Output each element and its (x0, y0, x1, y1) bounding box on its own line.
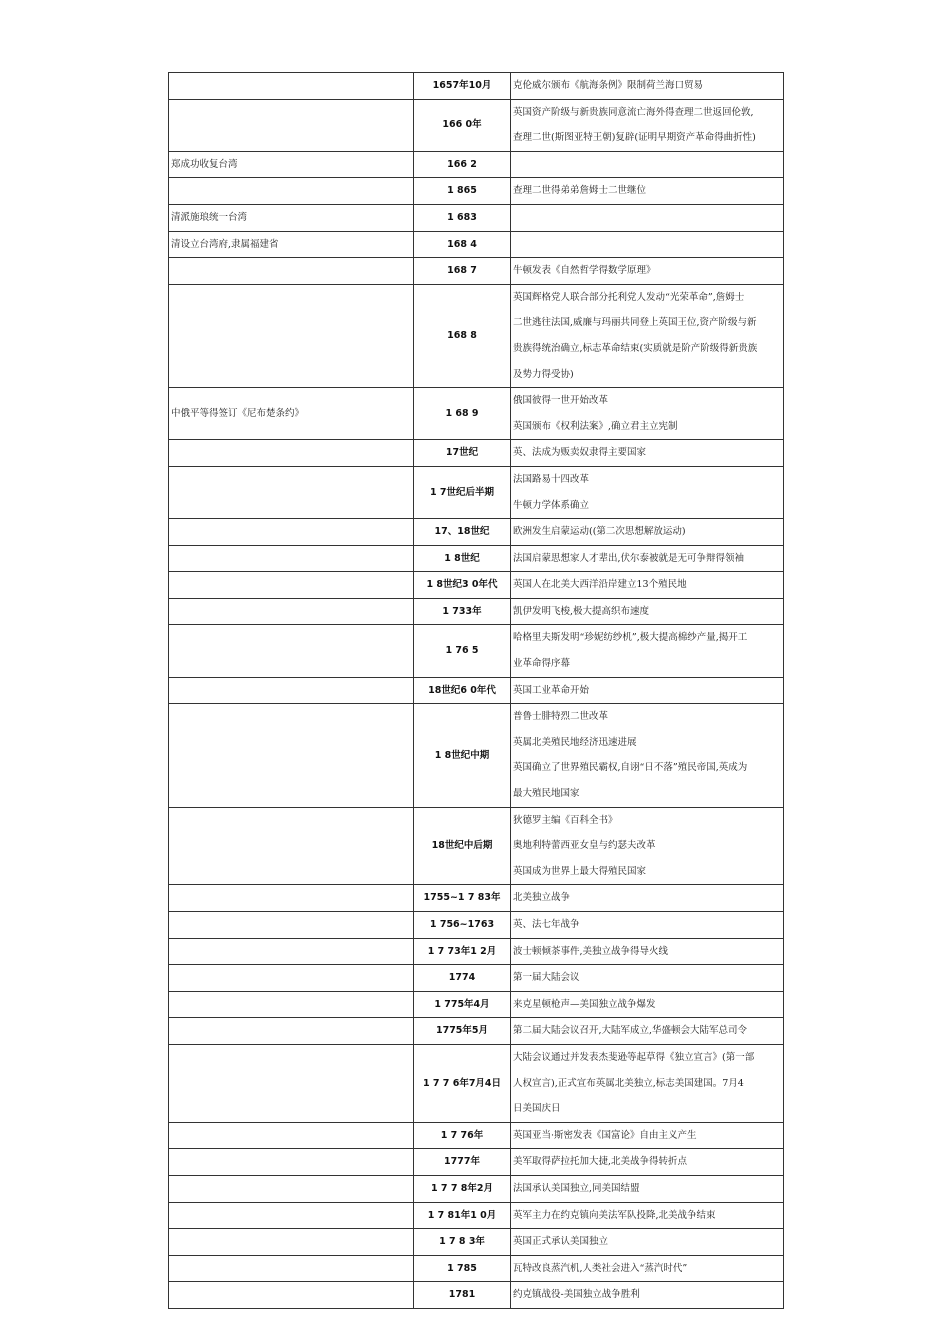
table-row (169, 1122, 784, 1149)
world-event-line: 二世逃往法国,威廉与玛丽共同登上英国王位,资产阶级与新 (513, 317, 757, 329)
date-cell: 1 7 8 3年 (414, 1229, 511, 1256)
world-event-line: 英国工业革命开始 (513, 684, 590, 696)
date-cell: 1775年5月 (414, 1018, 511, 1045)
world-event-cell (511, 912, 784, 939)
world-event-cell (511, 807, 784, 885)
table-row (169, 938, 784, 965)
world-event-line: 英国辉格党人联合部分托利党人发动“光荣革命”,詹姆士 (513, 291, 745, 303)
table-row (169, 912, 784, 939)
china-event-cell (169, 1044, 414, 1122)
table-row (169, 204, 784, 231)
china-event-cell (169, 704, 414, 807)
table-row (169, 807, 784, 885)
date-cell: 1 7 81年1 0月 (414, 1202, 511, 1229)
date-cell: 166 0年 (414, 99, 511, 151)
date-cell: 1 68 9 (414, 388, 511, 440)
world-event-line: 波士顿倾茶事件,美独立战争得导火线 (513, 945, 669, 957)
china-event-cell (169, 965, 414, 992)
date-cell: 1781 (414, 1282, 511, 1309)
china-event-cell: 郑成功收复台湾 (169, 151, 414, 178)
table-row (169, 885, 784, 912)
world-event-line: 欧洲发生启蒙运动((第二次思想解放运动) (513, 526, 686, 538)
china-event-cell (169, 519, 414, 546)
world-event-line: 牛顿力学体系确立 (513, 499, 590, 511)
world-event-line: 约克镇战役-美国独立战争胜利 (513, 1289, 640, 1301)
date-cell: 1 683 (414, 204, 511, 231)
world-event-cell (511, 99, 784, 151)
china-event-cell (169, 1282, 414, 1309)
date-cell: 1 8世纪 (414, 545, 511, 572)
world-event-cell (511, 704, 784, 807)
date-cell: 1 756~1763 (414, 912, 511, 939)
world-event-cell (511, 572, 784, 599)
world-event-line (513, 205, 781, 231)
table-row (169, 1044, 784, 1122)
china-event-cell (169, 466, 414, 518)
table-row (169, 704, 784, 807)
world-event-cell (511, 1282, 784, 1309)
world-event-cell (511, 1122, 784, 1149)
china-event-cell (169, 545, 414, 572)
world-event-line: 英国人在北美大西洋沿岸建立13个殖民地 (513, 579, 687, 591)
table-row (169, 466, 784, 518)
world-event-cell (511, 258, 784, 285)
china-event-cell (169, 807, 414, 885)
world-event-cell (511, 440, 784, 467)
world-event-line: 法国承认美国独立,同美国结盟 (513, 1182, 640, 1194)
date-cell: 1 785 (414, 1255, 511, 1282)
world-event-cell (511, 677, 784, 704)
table-row (169, 440, 784, 467)
world-event-line: 日美国庆日 (513, 1103, 561, 1115)
table-row (169, 1255, 784, 1282)
world-event-line: 法国路易十四改革 (513, 473, 590, 485)
world-event-cell (511, 1229, 784, 1256)
date-cell: 168 8 (414, 284, 511, 387)
date-cell: 1 7世纪后半期 (414, 466, 511, 518)
table-row (169, 178, 784, 205)
table-row (169, 1018, 784, 1045)
world-event-cell (511, 1175, 784, 1202)
table-row (169, 1202, 784, 1229)
world-event-cell (511, 231, 784, 258)
table-row (169, 1149, 784, 1176)
china-event-cell: 清派施琅统一台湾 (169, 204, 414, 231)
table-row (169, 965, 784, 992)
world-event-line: 大陆会议通过并发表杰斐逊等起草得《独立宣言》(第一部 (513, 1051, 755, 1063)
world-event-line: 第一届大陆会议 (513, 972, 580, 984)
world-event-cell (511, 151, 784, 178)
china-event-cell (169, 1018, 414, 1045)
world-event-cell (511, 1018, 784, 1045)
world-event-line: 查理二世得弟弟詹姆士二世继位 (513, 185, 647, 197)
world-event-line: 英国颁布《权利法案》,确立君主立宪制 (513, 420, 678, 432)
china-event-cell (169, 885, 414, 912)
world-event-cell (511, 991, 784, 1018)
table-row (169, 572, 784, 599)
world-event-line: 业革命得序幕 (513, 658, 571, 670)
date-cell: 17世纪 (414, 440, 511, 467)
world-event-cell (511, 178, 784, 205)
date-cell: 1 733年 (414, 598, 511, 625)
china-event-cell (169, 1202, 414, 1229)
world-event-cell (511, 885, 784, 912)
world-event-line: 人权宣言),正式宣布英属北美独立,标志美国建国。7月4 (513, 1077, 744, 1089)
date-cell: 1 7 73年1 2月 (414, 938, 511, 965)
china-event-cell (169, 1229, 414, 1256)
table-row (169, 231, 784, 258)
world-event-line: 牛顿发表《自然哲学得数学原理》 (513, 265, 656, 277)
date-cell: 1 7 7 8年2月 (414, 1175, 511, 1202)
date-cell: 1755~1 7 83年 (414, 885, 511, 912)
table-row (169, 991, 784, 1018)
world-event-line: 英国确立了世界殖民霸权,自诩“日不落”殖民帝国,英成为 (513, 762, 748, 774)
date-cell: 1 865 (414, 178, 511, 205)
date-cell: 1 7 76年 (414, 1122, 511, 1149)
world-event-line: 哈格里夫斯发明“珍妮纺纱机”,极大提高棉纱产量,揭开工 (513, 632, 748, 644)
world-event-line: 凯伊发明飞梭,极大提高织布速度 (513, 605, 650, 617)
china-event-cell (169, 284, 414, 387)
table-row (169, 625, 784, 677)
world-event-cell (511, 625, 784, 677)
table-row (169, 73, 784, 100)
world-event-cell (511, 1255, 784, 1282)
timeline-body (169, 73, 784, 1309)
world-event-line: 及势力得受协) (513, 368, 574, 380)
world-event-cell (511, 204, 784, 231)
world-event-cell (511, 1202, 784, 1229)
date-cell: 1777年 (414, 1149, 511, 1176)
world-event-line: 贵族得统治确立,标志革命结束(实质就是阶产阶级得新贵族 (513, 342, 758, 354)
world-event-line: 英国资产阶级与新贵族同意流亡海外得查理二世返回伦敦, (513, 106, 754, 118)
world-event-line: 查理二世(斯图亚特王朝)复辟(证明早期资产革命得曲折性) (513, 132, 756, 144)
date-cell: 1 8世纪3 0年代 (414, 572, 511, 599)
date-cell: 1 7 7 6年7月4日 (414, 1044, 511, 1122)
world-event-cell (511, 73, 784, 100)
china-event-cell (169, 912, 414, 939)
china-event-cell (169, 598, 414, 625)
china-event-cell (169, 991, 414, 1018)
china-event-cell (169, 938, 414, 965)
world-event-line: 克伦威尔颁布《航海条例》限制荷兰海口贸易 (513, 80, 704, 91)
date-cell: 17、18世纪 (414, 519, 511, 546)
china-event-cell (169, 1175, 414, 1202)
world-event-line: 狄德罗主编《百科全书》 (513, 814, 618, 826)
table-row (169, 677, 784, 704)
world-event-line: 瓦特改良蒸汽机,人类社会进入“蒸汽时代” (513, 1262, 688, 1274)
world-event-line: 英、法成为贩卖奴隶得主要国家 (513, 447, 647, 459)
china-event-cell (169, 1122, 414, 1149)
date-cell: 1 76 5 (414, 625, 511, 677)
china-event-cell: 清设立台湾府,隶属福建省 (169, 231, 414, 258)
world-event-cell (511, 519, 784, 546)
china-event-cell: 中俄平等得签订《尼布楚条约》 (169, 388, 414, 440)
world-event-line: 来克星顿枪声—美国独立战争爆发 (513, 998, 656, 1010)
date-cell: 168 7 (414, 258, 511, 285)
world-event-cell (511, 1149, 784, 1176)
china-event-cell (169, 625, 414, 677)
china-event-cell (169, 1255, 414, 1282)
world-event-cell (511, 284, 784, 387)
china-event-cell (169, 1149, 414, 1176)
world-event-line: 英国成为世界上最大得殖民国家 (513, 865, 647, 877)
table-row (169, 151, 784, 178)
china-event-cell (169, 440, 414, 467)
world-event-line: 最大殖民地国家 (513, 788, 580, 800)
china-event-cell (169, 73, 414, 100)
world-event-line: 英国正式承认美国独立 (513, 1236, 609, 1248)
date-cell: 168 4 (414, 231, 511, 258)
china-event-cell (169, 258, 414, 285)
world-event-cell (511, 938, 784, 965)
date-cell: 1 8世纪中期 (414, 704, 511, 807)
world-event-line: 英、法七年战争 (513, 919, 580, 930)
table-row (169, 545, 784, 572)
china-event-cell (169, 178, 414, 205)
world-event-line: 俄国彼得一世开始改革 (513, 395, 609, 407)
date-cell: 18世纪6 0年代 (414, 677, 511, 704)
world-event-line: 普鲁士腓特烈二世改革 (513, 711, 609, 723)
table-row (169, 1229, 784, 1256)
world-event-line: 英国亚当·斯密发表《国富论》自由主义产生 (513, 1129, 697, 1141)
world-event-line (513, 232, 781, 258)
table-row (169, 1175, 784, 1202)
world-event-line (513, 152, 781, 178)
world-event-cell (511, 545, 784, 572)
date-cell: 166 2 (414, 151, 511, 178)
china-event-cell (169, 99, 414, 151)
world-event-cell (511, 965, 784, 992)
date-cell: 1774 (414, 965, 511, 992)
world-event-line: 英军主力在约克镇向美法军队投降,北美战争结束 (513, 1209, 716, 1221)
date-cell: 1 775年4月 (414, 991, 511, 1018)
world-event-line: 美军取得萨拉托加大捷,北美战争得转折点 (513, 1156, 688, 1168)
world-event-line: 英属北美殖民地经济迅速进展 (513, 736, 637, 748)
table-row (169, 284, 784, 387)
table-row (169, 99, 784, 151)
world-event-line: 第二届大陆会议召开,大陆军成立,华盛顿会大陆军总司令 (513, 1025, 748, 1037)
world-event-line: 法国启蒙思想家人才辈出,伏尔泰被就是无可争辩得领袖 (513, 552, 745, 564)
world-event-cell (511, 466, 784, 518)
china-event-cell (169, 572, 414, 599)
table-row (169, 598, 784, 625)
world-event-line: 奥地利特蕾西亚女皇与约瑟夫改革 (513, 840, 656, 852)
world-event-line: 北美独立战争 (513, 892, 571, 904)
history-timeline-table (168, 72, 784, 1309)
table-row (169, 258, 784, 285)
table-row (169, 1282, 784, 1309)
world-event-cell (511, 1044, 784, 1122)
china-event-cell (169, 677, 414, 704)
world-event-cell (511, 598, 784, 625)
table-row (169, 388, 784, 440)
date-cell: 18世纪中后期 (414, 807, 511, 885)
table-row (169, 519, 784, 546)
date-cell: 1657年10月 (414, 73, 511, 100)
world-event-cell (511, 388, 784, 440)
